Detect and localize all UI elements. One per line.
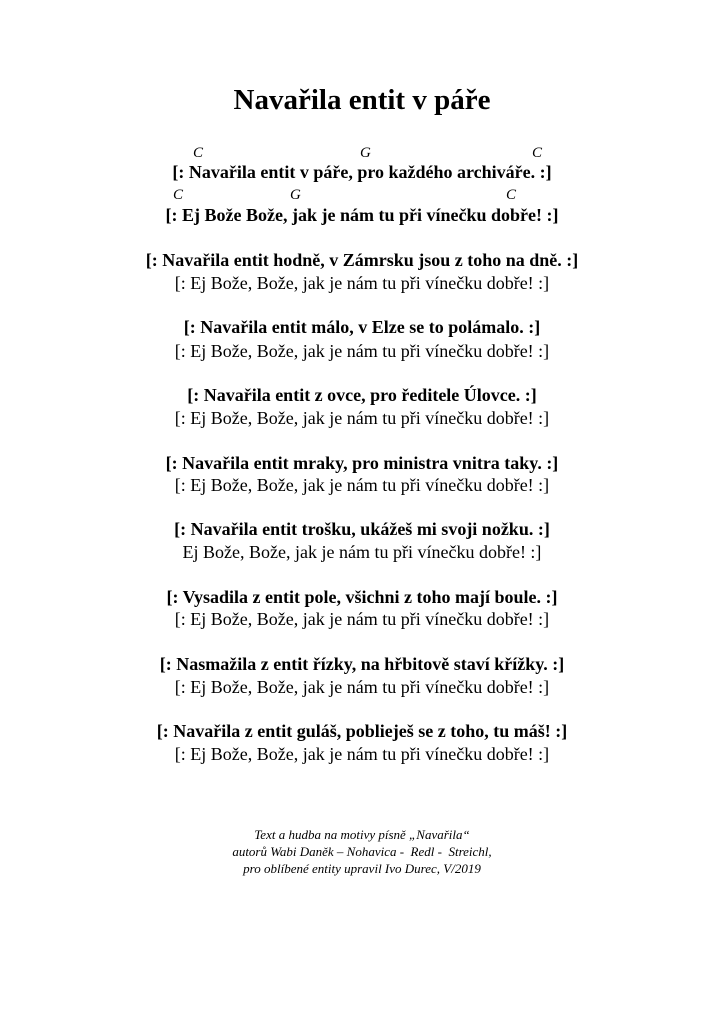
refrain-line: [: Ej Bože, Bože, jak je nám tu při vínečku dobře! :]: [174, 677, 550, 697]
chord-row-2: [0, 186, 724, 204]
verse-line: [: Navařila entit mraky, pro ministra vnitra taky. :]: [165, 453, 559, 473]
verse-line: [: Navařila entit hodně, v Zámrsku jsou z toho na dně. :]: [145, 250, 579, 270]
verse-line: [: Vysadila z entit pole, všichni z toho mají boule. :]: [166, 587, 558, 607]
refrain-line: [: Ej Bože, Bože, jak je nám tu při vínečku dobře! :]: [174, 475, 550, 495]
chord-row-1: [0, 144, 724, 162]
refrain-line: Ej Bože, Bože, jak je nám tu při vínečku dobře! :]: [182, 542, 542, 562]
chord-label: G: [360, 145, 371, 161]
verse-line: [: Navařila entit trošku, ukážeš mi svoji nožku. :]: [174, 519, 550, 539]
chord-label: C: [506, 187, 517, 203]
chord-label: C: [193, 145, 204, 161]
refrain-line: [: Ej Bože, Bože, jak je nám tu při vínečku dobře! :]: [174, 609, 550, 629]
verse-line: [: Navařila entit málo, v Elze se to polámalo. :]: [183, 317, 541, 337]
refrain-line: [: Ej Bože, Bože, jak je nám tu při vínečku dobře! :]: [174, 408, 550, 428]
refrain-line: [: Ej Bože, Bože, jak je nám tu při vínečku dobře! :]: [174, 341, 550, 361]
chord-label: C: [173, 187, 184, 203]
credits-line: autorů Wabi Daněk – Nohavica - Redl - Streichl,: [232, 844, 492, 859]
intro-refrain-line: [: Ej Bože Bože, jak je nám tu při vínečku dobře! :]: [165, 205, 559, 225]
refrain-line: [: Ej Bože, Bože, jak je nám tu při vínečku dobře! :]: [174, 744, 550, 764]
chord-label: G: [290, 187, 301, 203]
verse-line: [: Nasmažila z entit řízky, na hřbitově staví křížky. :]: [159, 654, 565, 674]
song-title: Navařila entit v páře: [233, 84, 491, 116]
credits-line: Text a hudba na motivy písně „Navařila“: [254, 827, 470, 842]
refrain-line: [: Ej Bože, Bože, jak je nám tu při vínečku dobře! :]: [174, 273, 550, 293]
verse-line: [: Navařila z entit guláš, poblieješ se z toho, tu máš! :]: [156, 721, 568, 741]
chord-label: C: [532, 145, 543, 161]
intro-verse-line: [: Navařila entit v páře, pro každého archiváře. :]: [172, 162, 552, 182]
credits-line: pro oblíbené entity upravil Ivo Durec, V/2019: [243, 861, 481, 876]
verse-line: [: Navařila entit z ovce, pro ředitele Úlovce. :]: [187, 385, 537, 405]
